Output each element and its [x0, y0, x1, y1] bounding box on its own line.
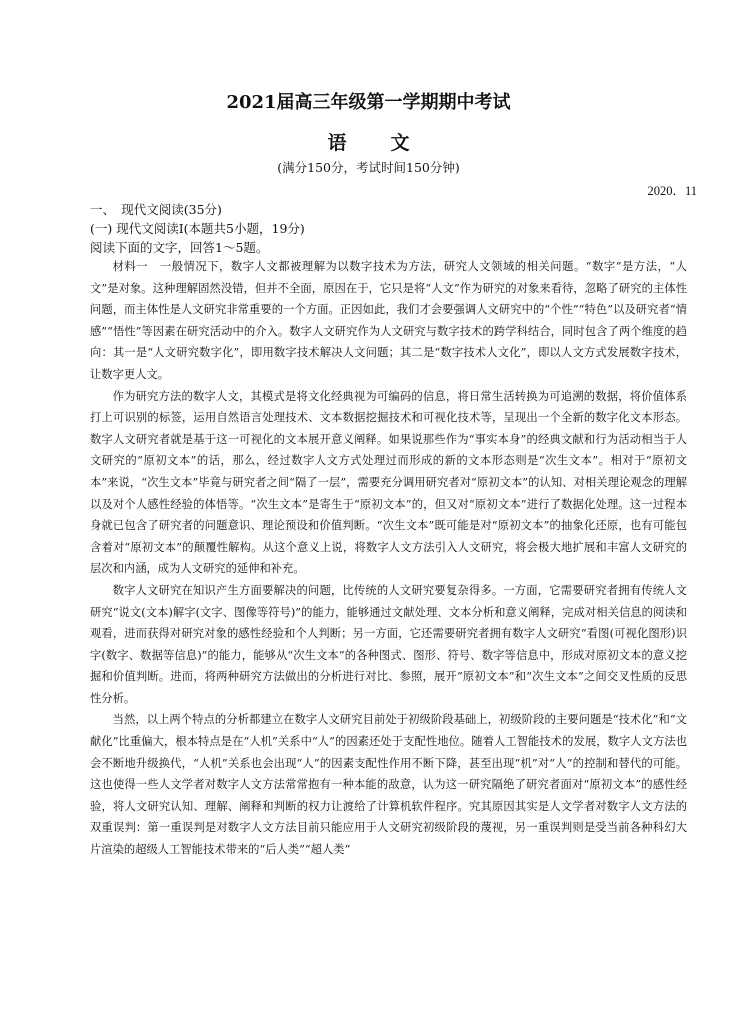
paragraph-2: 作为研究方法的数字人文，其模式是将文化经典视为可编码的信息，将日常生活转换为可追溯的数据，将价值体系打上可识别的标签，运用自然语言处理技术、文本数据挖掘技术和可视化技术等，呈现出一个全新的数字化文本形态。数字人文研究者就是基于这一可视化的文本展开意义阐释。如果说那些作为“事实本身”的经典文献和行为活动相当于人文研究的“原初文本”的话，那么，经过数字人文方式处理过而形成的新的文本形态则是“次生文本”。相对于“原初文本”来说，“次生文本”毕竟与研究者之间“隔了一层”，需要充分调用研究者对“原初文本”的认知、对相关理论观念的理解以及对个人感性经验的体悟等。“次生文本”是寄生于“原初文本”的，但又对“原初文本”进行了数据化处理。这一过程本身就已包含了研究者的问题意识、理论预设和价值判断。“次生文本”既可能是对“原初文本”的抽象化还原，也有可能包含着对“原初文本”的颠覆性解构。从这个意义上说，将数字人文方法引入人文研究，将会极大地扩展和丰富人文研究的层次和内涵，成为人文研究的延伸和补充。: [90, 389, 687, 576]
subject-char-1: 语: [327, 132, 347, 154]
subsection-heading: (一) 现代文阅读Ⅰ(本题共5小题，19分): [90, 221, 305, 236]
exam-date: 2020．11: [647, 184, 697, 198]
paragraph-3: 数字人文研究在知识产生方面要解决的问题，比传统的人文研究要复杂得多。一方面，它需要研究者拥有传统人文研究“说文(文本)解字(文字、图像等符号)”的能力，能够通过文献处理、文本分析和意义阐释，完成对相关信息的阅读和观看，进而获得对研究对象的感性经验和个人判断；另一方面，它还需要研究者拥有数字人文研究“看图(可视化图形)识字(数字、数据等信息)”的能力，能够从“次生文本”的各种图式、图形、符号、数字等信息中，形成对原初文本的意义挖掘和价值判断。进而，将两种研究方法做出的分析进行对比、参照，展开“原初文本”和“次生文本”之间交叉性质的反思性分析。: [90, 583, 687, 705]
paragraph-4: 当然，以上两个特点的分析都建立在数字人文研究目前处于初级阶段基础上，初级阶段的主要问题是“技术化”和“文献化”比重偏大，根本特点是在“人机”关系中“人”的因素还处于支配性地位。随着人工智能技术的发展，数字人文方法也会不断地升级换代，“人机”关系也会出现“人”的因素支配性作用不断下降，甚至出现“机”对“人”的控制和替代的可能。这也使得一些人文学者对数字人文方法常常抱有一种本能的敌意，认为这一研究隔绝了研究者面对“原初文本”的感性经验，将人文研究认知、理解、阐释和判断的权力让渡给了计算机软件程序。究其原因其实是人文学者对数字人文方法的双重误判：第一重误判是对数字人文方法目前只能应用于人文研究初级阶段的蔑视，另一重误判则是受当前各种科幻大片渲染的超级人工智能技术带来的“后人类”“超人类”: [90, 713, 687, 857]
exam-note: (满分150分，考试时间150分钟): [277, 160, 460, 175]
subject-title: [0, 128, 737, 155]
section-headings: [90, 200, 305, 257]
subject-char-2: 文: [390, 132, 410, 154]
passage-body: [90, 256, 687, 861]
exam-title: 2021届高三年级第一学期期中考试: [226, 92, 511, 113]
paragraph-1: 材料一 一般情况下，数字人文都被理解为以数字技术为方法，研究人文领域的相关问题。“数字”是方法，“人文”是对象。这种理解固然没错，但并不全面，原因在于，它只是将“人文”作为研究的对象来看待，忽略了研究的主体性问题，而主体性是人文研究非常重要的一个方面。正因如此，我们才会要强调人文研究中的“个性”“特色”以及研究者“情感”“悟性”等因素在研究活动中的介入。数字人文研究作为人文研究与数字技术的跨学科结合，同时包含了两个维度的趋向：其一是“人文研究数字化”，即用数字技术解决人文问题；其二是“数字技术人文化”，即以人文方式发展数字技术，让数字更人文。: [90, 260, 687, 381]
part-heading: 一、 现代文阅读(35分): [90, 202, 222, 217]
reading-instruction: 阅读下面的文字，回答1～5题。: [90, 240, 269, 255]
